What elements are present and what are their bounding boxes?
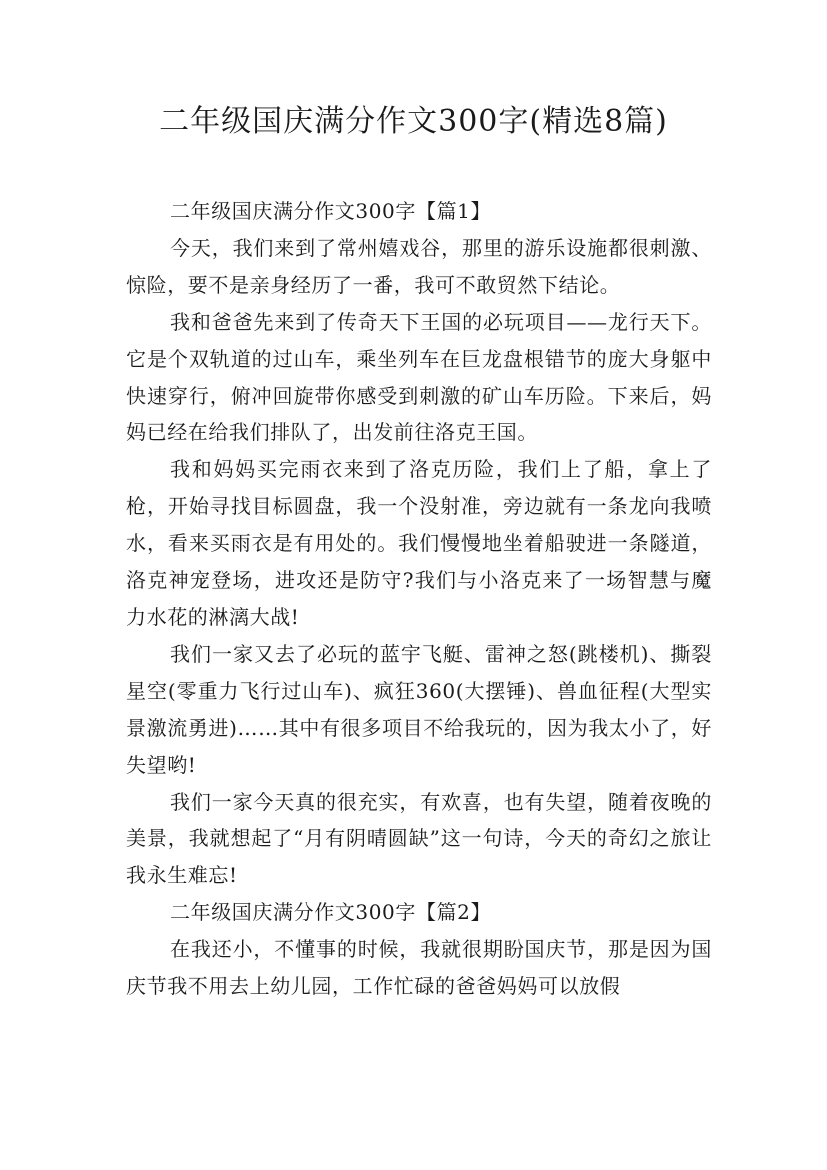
paragraph: 我们一家又去了必玩的蓝宇飞艇、雷神之怒(跳楼机)、撕裂星空(零重力飞行过山车)、疯狂360(大摆锤)、兽血征程(大型实景激流勇进)……其中有很多项目不给我玩的，因为我太小了，好失望哟! <box>126 641 712 777</box>
paragraph: 我和妈妈买完雨衣来到了洛克历险，我们上了船，拿上了枪，开始寻找目标圆盘，我一个没射准，旁边就有一条龙向我喷水，看来买雨衣是有用处的。我们慢慢地坐着船驶进一条隧道，洛克神宠登场，进攻还是防守?我们与小洛克来了一场智慧与魔力水花的淋漓大战! <box>126 457 712 629</box>
document-title: 二年级国庆满分作文300字(精选8篇) <box>159 104 668 139</box>
section-heading-1: 二年级国庆满分作文300字【篇1】 <box>170 199 492 223</box>
paragraph: 我和爸爸先来到了传奇天下王国的必玩项目——龙行天下。它是个双轨道的过山车，乘坐列车在巨龙盘根错节的庞大身躯中快速穿行，俯冲回旋带你感受到刺激的矿山车历险。下来后，妈妈已经在给我们排队了，出发前往洛克王国。 <box>126 309 712 445</box>
paragraph: 我们一家今天真的很充实，有欢喜，也有失望，随着夜晚的美景，我就想起了“月有阴晴圆缺”这一句诗，今天的奇幻之旅让我永生难忘! <box>126 789 712 888</box>
paragraph: 今天，我们来到了常州嬉戏谷，那里的游乐设施都很刺激、惊险，要不是亲身经历了一番，我可不敢贸然下结论。 <box>126 235 712 297</box>
section-heading-2: 二年级国庆满分作文300字【篇2】 <box>170 900 492 925</box>
document-body <box>126 193 712 1005</box>
paragraph: 在我还小，不懂事的时候，我就很期盼国庆节，那是因为国庆节我不用去上幼儿园，工作忙碌的爸爸妈妈可以放假 <box>126 937 712 999</box>
